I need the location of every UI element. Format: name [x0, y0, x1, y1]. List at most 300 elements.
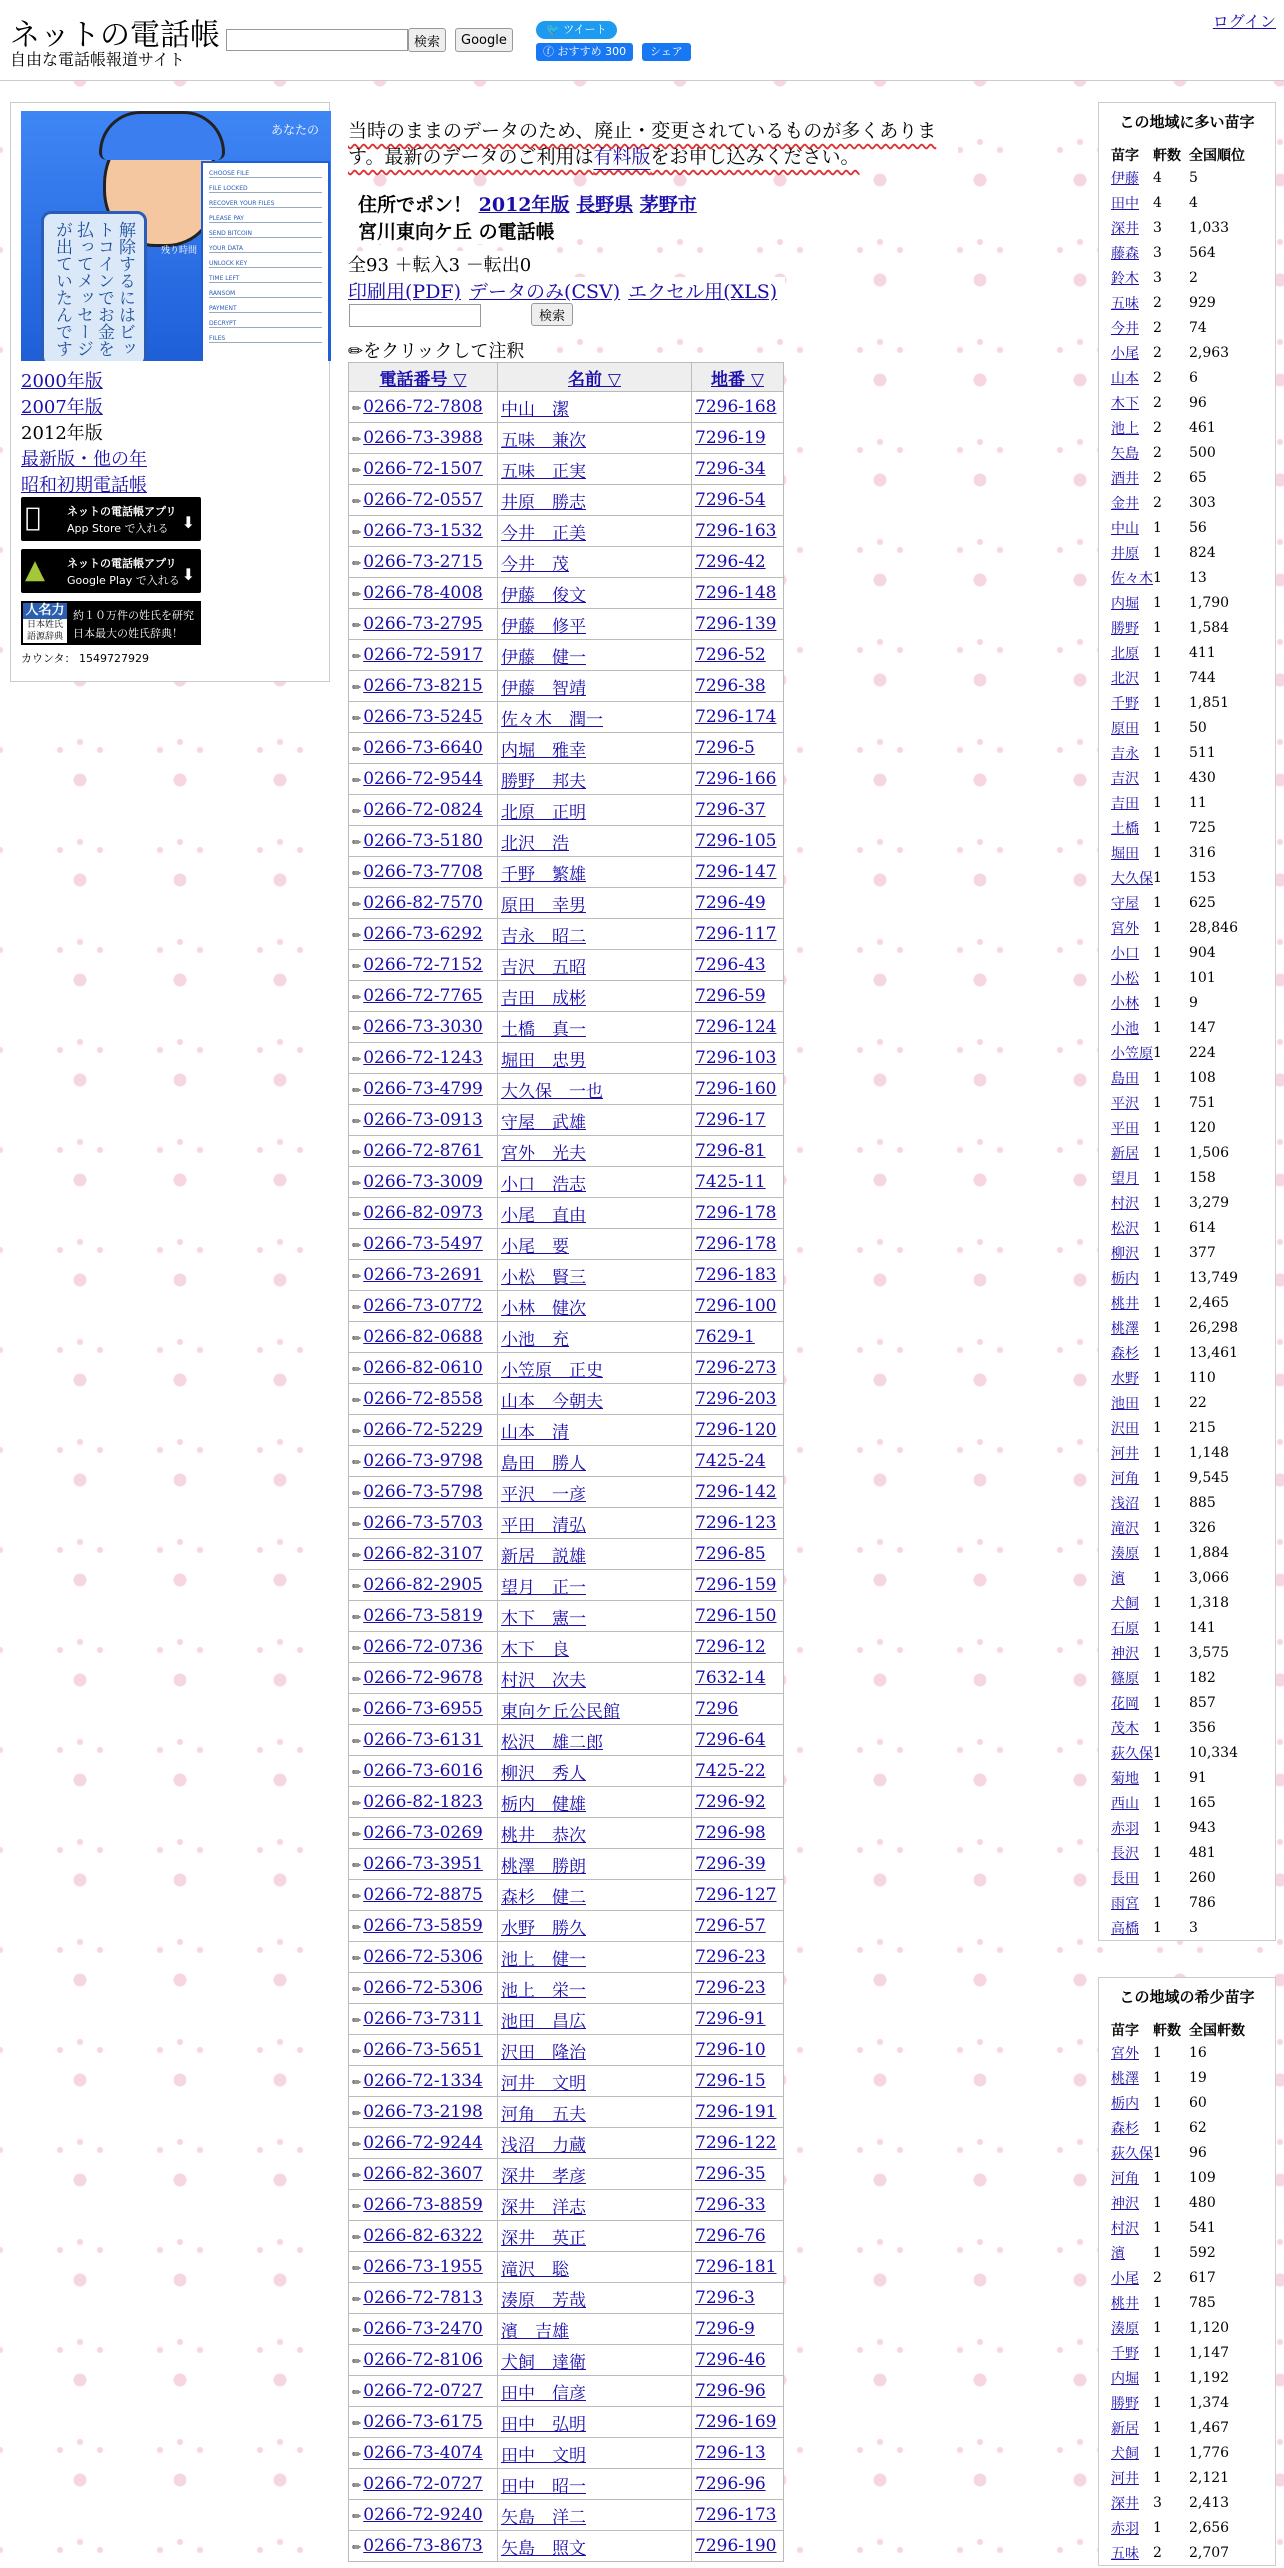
- surname-link[interactable]: 吉沢: [1111, 770, 1139, 787]
- surname-link[interactable]: 湊原: [1111, 1545, 1139, 1562]
- name-link[interactable]: 千野 繁雄: [501, 864, 586, 885]
- pencil-icon[interactable]: ✏: [352, 2200, 362, 2213]
- lot-number-link[interactable]: 7296-178: [695, 1234, 777, 1254]
- phone-number-link[interactable]: 0266-73-2795: [363, 614, 483, 634]
- surname-link[interactable]: 堀田: [1111, 845, 1139, 862]
- phone-number-link[interactable]: 0266-72-5306: [363, 1978, 483, 1998]
- phone-number-link[interactable]: 0266-73-3988: [363, 428, 483, 448]
- phone-number-link[interactable]: 0266-72-7152: [363, 955, 483, 975]
- pencil-icon[interactable]: ✏: [352, 1394, 362, 1407]
- surname-link[interactable]: 高橋: [1111, 1920, 1139, 1937]
- lot-number-link[interactable]: 7629-1: [695, 1327, 755, 1347]
- pencil-icon[interactable]: ✏: [352, 867, 362, 880]
- pencil-icon[interactable]: ✏: [352, 1518, 362, 1531]
- name-link[interactable]: 五味 兼次: [501, 430, 586, 451]
- lot-number-link[interactable]: 7296-160: [695, 1079, 777, 1099]
- surname-link[interactable]: 平沢: [1111, 1095, 1139, 1112]
- surname-link[interactable]: 森杉: [1111, 2120, 1139, 2137]
- phone-number-link[interactable]: 0266-72-8875: [363, 1885, 483, 1905]
- surname-link[interactable]: 望月: [1111, 1170, 1139, 1187]
- phone-number-link[interactable]: 0266-72-5229: [363, 1420, 483, 1440]
- lot-number-link[interactable]: 7296-169: [695, 2412, 777, 2432]
- pencil-icon[interactable]: ✏: [352, 1332, 362, 1345]
- phone-number-link[interactable]: 0266-73-6955: [363, 1699, 483, 1719]
- surname-link[interactable]: 桃井: [1111, 1295, 1139, 1312]
- name-link[interactable]: 小尾 直由: [501, 1205, 586, 1226]
- pencil-icon[interactable]: ✏: [352, 588, 362, 601]
- pencil-icon[interactable]: ✏: [352, 464, 362, 477]
- pencil-icon[interactable]: ✏: [352, 1797, 362, 1810]
- prefecture-link[interactable]: 長野県: [576, 194, 634, 216]
- csv-download-link[interactable]: データのみ(CSV): [469, 281, 621, 303]
- name-link[interactable]: 矢島 照文: [501, 2538, 586, 2559]
- pencil-icon[interactable]: ✏: [352, 1580, 362, 1593]
- lot-number-link[interactable]: 7296-96: [695, 2381, 766, 2401]
- lot-number-link[interactable]: 7296: [695, 1699, 739, 1719]
- year-link-4[interactable]: 昭和初期電話帳: [21, 475, 147, 496]
- surname-link[interactable]: 池上: [1111, 420, 1139, 437]
- surname-link[interactable]: 松沢: [1111, 1220, 1139, 1237]
- phone-number-link[interactable]: 0266-73-3030: [363, 1017, 483, 1037]
- name-link[interactable]: 田中 文明: [501, 2445, 586, 2466]
- phone-number-link[interactable]: 0266-72-9678: [363, 1668, 483, 1688]
- lot-number-link[interactable]: 7425-24: [695, 1451, 766, 1471]
- name-link[interactable]: 平田 清弘: [501, 1515, 586, 1536]
- phone-number-link[interactable]: 0266-73-6175: [363, 2412, 483, 2432]
- name-link[interactable]: 伊藤 修平: [501, 616, 586, 637]
- name-link[interactable]: 伊藤 俊文: [501, 585, 586, 606]
- lot-number-link[interactable]: 7296-168: [695, 397, 777, 417]
- surname-link[interactable]: 勝野: [1111, 620, 1139, 637]
- lot-number-link[interactable]: 7296-163: [695, 521, 777, 541]
- surname-link[interactable]: 栃内: [1111, 1270, 1139, 1287]
- google-search-button[interactable]: Google: [455, 28, 513, 52]
- phone-number-link[interactable]: 0266-73-5497: [363, 1234, 483, 1254]
- surname-link[interactable]: 石原: [1111, 1620, 1139, 1637]
- surname-link[interactable]: 五味: [1111, 295, 1139, 312]
- lot-number-link[interactable]: 7296-76: [695, 2226, 766, 2246]
- surname-link[interactable]: 吉田: [1111, 795, 1139, 812]
- name-link[interactable]: 平沢 一彦: [501, 1484, 586, 1505]
- site-title[interactable]: ネットの電話帳: [10, 18, 220, 53]
- name-link[interactable]: 内堀 雅幸: [501, 740, 586, 761]
- pencil-icon[interactable]: ✏: [352, 402, 362, 415]
- search-button[interactable]: 検索: [408, 28, 446, 52]
- phone-number-link[interactable]: 0266-82-0973: [363, 1203, 483, 1223]
- name-link[interactable]: 今井 正美: [501, 523, 586, 544]
- surname-link[interactable]: 中山: [1111, 520, 1139, 537]
- phone-number-link[interactable]: 0266-72-1507: [363, 459, 483, 479]
- pencil-icon[interactable]: ✏: [352, 2448, 362, 2461]
- surname-link[interactable]: 西山: [1111, 1795, 1139, 1812]
- surname-link[interactable]: 森杉: [1111, 1345, 1139, 1362]
- lot-number-link[interactable]: 7296-178: [695, 1203, 777, 1223]
- column-header-name[interactable]: [498, 363, 692, 392]
- lot-number-link[interactable]: 7296-203: [695, 1389, 777, 1409]
- phone-number-link[interactable]: 0266-72-0727: [363, 2474, 483, 2494]
- lot-number-link[interactable]: 7296-123: [695, 1513, 777, 1533]
- surname-link[interactable]: 平田: [1111, 1120, 1139, 1137]
- lot-number-link[interactable]: 7296-5: [695, 738, 755, 758]
- surname-link[interactable]: 柳沢: [1111, 1245, 1139, 1262]
- lot-number-link[interactable]: 7296-12: [695, 1637, 766, 1657]
- lot-number-link[interactable]: 7296-13: [695, 2443, 766, 2463]
- lot-number-link[interactable]: 7296-148: [695, 583, 777, 603]
- surname-link[interactable]: 池田: [1111, 1395, 1139, 1412]
- google-play-badge[interactable]: [21, 549, 201, 593]
- directory-search-input[interactable]: [349, 304, 481, 327]
- surname-link[interactable]: 浅沼: [1111, 1495, 1139, 1512]
- name-link[interactable]: 北原 正明: [501, 802, 586, 823]
- pencil-icon[interactable]: ✏: [352, 1363, 362, 1376]
- name-link[interactable]: 小尾 要: [501, 1236, 569, 1257]
- pencil-icon[interactable]: ✏: [352, 1239, 362, 1252]
- surname-link[interactable]: 千野: [1111, 2345, 1139, 2362]
- phone-number-link[interactable]: 0266-73-4074: [363, 2443, 483, 2463]
- phone-number-link[interactable]: 0266-82-1823: [363, 1792, 483, 1812]
- name-link[interactable]: 山本 今朝夫: [501, 1391, 603, 1412]
- surname-link[interactable]: 小尾: [1111, 345, 1139, 362]
- name-link[interactable]: 伊藤 智靖: [501, 678, 586, 699]
- year-link-0[interactable]: 2000年版: [21, 371, 103, 392]
- lot-number-link[interactable]: 7296-54: [695, 490, 766, 510]
- name-link[interactable]: 濱 吉雄: [501, 2321, 569, 2342]
- name-link[interactable]: 望月 正一: [501, 1577, 586, 1598]
- pencil-icon[interactable]: ✏: [352, 1952, 362, 1965]
- phone-number-link[interactable]: 0266-73-0772: [363, 1296, 483, 1316]
- phone-number-link[interactable]: 0266-73-5180: [363, 831, 483, 851]
- tweet-button[interactable]: [536, 21, 617, 39]
- pencil-icon[interactable]: ✏: [352, 1828, 362, 1841]
- phone-number-link[interactable]: 0266-82-0610: [363, 1358, 483, 1378]
- surname-link[interactable]: 今井: [1111, 320, 1139, 337]
- phone-number-link[interactable]: 0266-82-3607: [363, 2164, 483, 2184]
- lot-number-link[interactable]: 7296-59: [695, 986, 766, 1006]
- surname-link[interactable]: 島田: [1111, 1070, 1139, 1087]
- lot-number-link[interactable]: 7296-35: [695, 2164, 766, 2184]
- phone-number-link[interactable]: 0266-72-1243: [363, 1048, 483, 1068]
- lot-number-link[interactable]: 7296-23: [695, 1947, 766, 1967]
- lot-number-link[interactable]: 7296-39: [695, 1854, 766, 1874]
- surname-link[interactable]: 土橋: [1111, 820, 1139, 837]
- lot-number-link[interactable]: 7296-103: [695, 1048, 777, 1068]
- pencil-icon[interactable]: ✏: [352, 619, 362, 632]
- name-link[interactable]: 沢田 隆治: [501, 2042, 586, 2063]
- sort-name-link[interactable]: 名前 ▽: [568, 369, 621, 390]
- lot-number-link[interactable]: 7296-159: [695, 1575, 777, 1595]
- pencil-icon[interactable]: ✏: [352, 1487, 362, 1500]
- lot-number-link[interactable]: 7296-33: [695, 2195, 766, 2215]
- lot-number-link[interactable]: 7296-174: [695, 707, 777, 727]
- surname-link[interactable]: 菊地: [1111, 1770, 1139, 1787]
- column-header-phone[interactable]: [349, 363, 498, 392]
- surname-link[interactable]: 篠原: [1111, 1670, 1139, 1687]
- lot-number-link[interactable]: 7296-92: [695, 1792, 766, 1812]
- name-link[interactable]: 湊原 芳哉: [501, 2290, 586, 2311]
- phone-number-link[interactable]: 0266-73-4799: [363, 1079, 483, 1099]
- pencil-icon[interactable]: ✏: [352, 2014, 362, 2027]
- phone-number-link[interactable]: 0266-72-1334: [363, 2071, 483, 2091]
- surname-link[interactable]: 小笠原: [1111, 1045, 1153, 1062]
- lot-number-link[interactable]: 7296-117: [695, 924, 777, 944]
- name-link[interactable]: 吉沢 五昭: [501, 957, 586, 978]
- pencil-icon[interactable]: ✏: [352, 2169, 362, 2182]
- pencil-icon[interactable]: ✏: [352, 2045, 362, 2058]
- surname-link[interactable]: 北原: [1111, 645, 1139, 662]
- lot-number-link[interactable]: 7296-23: [695, 1978, 766, 1998]
- name-link[interactable]: 桃井 恭次: [501, 1825, 586, 1846]
- pencil-icon[interactable]: ✏: [352, 2510, 362, 2523]
- surname-link[interactable]: 吉永: [1111, 745, 1139, 762]
- name-link[interactable]: 小松 賢三: [501, 1267, 586, 1288]
- surname-link[interactable]: 佐々木: [1111, 570, 1153, 587]
- surname-link[interactable]: 小口: [1111, 945, 1139, 962]
- lot-number-link[interactable]: 7296-85: [695, 1544, 766, 1564]
- surname-link[interactable]: 村沢: [1111, 1195, 1139, 1212]
- surname-link[interactable]: 五味: [1111, 2545, 1139, 2562]
- surname-link[interactable]: 勝野: [1111, 2395, 1139, 2412]
- surname-link[interactable]: 山本: [1111, 370, 1139, 387]
- pencil-icon[interactable]: ✏: [352, 1611, 362, 1624]
- jinmei-dictionary-banner[interactable]: [21, 601, 201, 645]
- name-link[interactable]: 松沢 雄二郎: [501, 1732, 603, 1753]
- lot-number-link[interactable]: 7296-34: [695, 459, 766, 479]
- pencil-icon[interactable]: ✏: [352, 743, 362, 756]
- surname-link[interactable]: 内堀: [1111, 2370, 1139, 2387]
- phone-number-link[interactable]: 0266-73-3009: [363, 1172, 483, 1192]
- surname-link[interactable]: 大久保: [1111, 870, 1153, 887]
- name-link[interactable]: 栃内 健雄: [501, 1794, 586, 1815]
- pencil-icon[interactable]: ✏: [352, 2293, 362, 2306]
- surname-link[interactable]: 栃内: [1111, 2095, 1139, 2112]
- surname-link[interactable]: 原田: [1111, 720, 1139, 737]
- login-link[interactable]: ログイン: [1212, 12, 1276, 31]
- phone-number-link[interactable]: 0266-73-8215: [363, 676, 483, 696]
- surname-link[interactable]: 犬飼: [1111, 1595, 1139, 1612]
- lot-number-link[interactable]: 7296-98: [695, 1823, 766, 1843]
- surname-link[interactable]: 酒井: [1111, 470, 1139, 487]
- phone-number-link[interactable]: 0266-73-6640: [363, 738, 483, 758]
- name-link[interactable]: 水野 勝久: [501, 1918, 586, 1939]
- name-link[interactable]: 勝野 邦夫: [501, 771, 586, 792]
- name-link[interactable]: 柳沢 秀人: [501, 1763, 586, 1784]
- phone-number-link[interactable]: 0266-72-8558: [363, 1389, 483, 1409]
- lot-number-link[interactable]: 7296-181: [695, 2257, 777, 2277]
- phone-number-link[interactable]: 0266-72-9544: [363, 769, 483, 789]
- advertisement-banner[interactable]: [21, 111, 331, 361]
- name-link[interactable]: 桃澤 勝朗: [501, 1856, 586, 1877]
- surname-link[interactable]: 滝沢: [1111, 1520, 1139, 1537]
- surname-link[interactable]: 犬飼: [1111, 2445, 1139, 2462]
- name-link[interactable]: 田中 昭一: [501, 2476, 586, 2497]
- pencil-icon[interactable]: ✏: [352, 1146, 362, 1159]
- lot-number-link[interactable]: 7296-9: [695, 2319, 755, 2339]
- lot-number-link[interactable]: 7296-142: [695, 1482, 777, 1502]
- phone-number-link[interactable]: 0266-73-6016: [363, 1761, 483, 1781]
- phone-number-link[interactable]: 0266-73-6131: [363, 1730, 483, 1750]
- lot-number-link[interactable]: 7296-120: [695, 1420, 777, 1440]
- pencil-icon[interactable]: ✏: [352, 1983, 362, 1996]
- lot-number-link[interactable]: 7296-127: [695, 1885, 777, 1905]
- pencil-icon[interactable]: ✏: [352, 836, 362, 849]
- phone-number-link[interactable]: 0266-82-2905: [363, 1575, 483, 1595]
- surname-link[interactable]: 新居: [1111, 2420, 1139, 2437]
- name-link[interactable]: 池田 昌広: [501, 2011, 586, 2032]
- name-link[interactable]: 犬飼 達衛: [501, 2352, 586, 2373]
- phone-number-link[interactable]: 0266-82-6322: [363, 2226, 483, 2246]
- name-link[interactable]: 小口 浩志: [501, 1174, 586, 1195]
- pencil-icon[interactable]: ✏: [352, 2479, 362, 2492]
- name-link[interactable]: 守屋 武雄: [501, 1112, 586, 1133]
- name-link[interactable]: 新居 説雄: [501, 1546, 586, 1567]
- lot-number-link[interactable]: 7296-19: [695, 428, 766, 448]
- name-link[interactable]: 島田 勝人: [501, 1453, 586, 1474]
- year-link[interactable]: 2012年版: [478, 194, 570, 216]
- name-link[interactable]: 吉永 昭二: [501, 926, 586, 947]
- name-link[interactable]: 矢島 洋二: [501, 2507, 586, 2528]
- name-link[interactable]: 中山 潔: [501, 399, 569, 420]
- lot-number-link[interactable]: 7296-37: [695, 800, 766, 820]
- name-link[interactable]: 北沢 浩: [501, 833, 569, 854]
- lot-number-link[interactable]: 7296-91: [695, 2009, 766, 2029]
- phone-number-link[interactable]: 0266-82-7570: [363, 893, 483, 913]
- name-link[interactable]: 土橋 真一: [501, 1019, 586, 1040]
- pencil-icon[interactable]: ✏: [352, 929, 362, 942]
- name-link[interactable]: 佐々木 潤一: [501, 709, 603, 730]
- surname-link[interactable]: 桃井: [1111, 2295, 1139, 2312]
- pencil-icon[interactable]: ✏: [352, 2076, 362, 2089]
- pencil-icon[interactable]: ✏: [352, 1549, 362, 1562]
- pencil-icon[interactable]: ✏: [352, 1673, 362, 1686]
- lot-number-link[interactable]: 7296-42: [695, 552, 766, 572]
- pencil-icon[interactable]: ✏: [352, 1859, 362, 1872]
- name-link[interactable]: 堀田 忠男: [501, 1050, 586, 1071]
- name-link[interactable]: 東向ケ丘公民館: [501, 1701, 620, 1722]
- surname-link[interactable]: 長沢: [1111, 1845, 1139, 1862]
- surname-link[interactable]: 木下: [1111, 395, 1139, 412]
- surname-link[interactable]: 井原: [1111, 545, 1139, 562]
- surname-link[interactable]: 藤森: [1111, 245, 1139, 262]
- pencil-icon[interactable]: ✏: [352, 2324, 362, 2337]
- name-link[interactable]: 深井 孝彦: [501, 2166, 586, 2187]
- lot-number-link[interactable]: 7296-17: [695, 1110, 766, 1130]
- name-link[interactable]: 五味 正実: [501, 461, 586, 482]
- lot-number-link[interactable]: 7296-150: [695, 1606, 777, 1626]
- lot-number-link[interactable]: 7296-124: [695, 1017, 777, 1037]
- lot-number-link[interactable]: 7296-173: [695, 2505, 777, 2525]
- surname-link[interactable]: 深井: [1111, 2495, 1139, 2512]
- pencil-icon[interactable]: ✏: [352, 774, 362, 787]
- surname-link[interactable]: 村沢: [1111, 2220, 1139, 2237]
- name-link[interactable]: 宮外 光夫: [501, 1143, 586, 1164]
- surname-link[interactable]: 神沢: [1111, 2195, 1139, 2212]
- pencil-icon[interactable]: ✏: [352, 2107, 362, 2120]
- lot-number-link[interactable]: 7296-81: [695, 1141, 766, 1161]
- surname-link[interactable]: 桃澤: [1111, 2070, 1139, 2087]
- phone-number-link[interactable]: 0266-73-1955: [363, 2257, 483, 2277]
- surname-link[interactable]: 河井: [1111, 1445, 1139, 1462]
- phone-number-link[interactable]: 0266-72-0557: [363, 490, 483, 510]
- year-link-1[interactable]: 2007年版: [21, 397, 103, 418]
- phone-number-link[interactable]: 0266-73-5859: [363, 1916, 483, 1936]
- phone-number-link[interactable]: 0266-73-1532: [363, 521, 483, 541]
- name-link[interactable]: 浅沼 力蔵: [501, 2135, 586, 2156]
- pencil-icon[interactable]: ✏: [352, 1456, 362, 1469]
- column-header-lot[interactable]: [692, 363, 784, 392]
- directory-search-button[interactable]: 検索: [531, 303, 573, 326]
- surname-link[interactable]: 河井: [1111, 2470, 1139, 2487]
- phone-number-link[interactable]: 0266-82-3107: [363, 1544, 483, 1564]
- phone-number-link[interactable]: 0266-72-7808: [363, 397, 483, 417]
- surname-link[interactable]: 宮外: [1111, 920, 1139, 937]
- phone-number-link[interactable]: 0266-73-6292: [363, 924, 483, 944]
- pencil-icon[interactable]: ✏: [352, 1270, 362, 1283]
- phone-number-link[interactable]: 0266-73-2198: [363, 2102, 483, 2122]
- pencil-icon[interactable]: ✏: [352, 1084, 362, 1097]
- lot-number-link[interactable]: 7296-96: [695, 2474, 766, 2494]
- pencil-icon[interactable]: ✏: [352, 2138, 362, 2151]
- pencil-icon[interactable]: ✏: [352, 681, 362, 694]
- pencil-icon[interactable]: ✏: [352, 1177, 362, 1190]
- surname-link[interactable]: 花岡: [1111, 1695, 1139, 1712]
- pencil-icon[interactable]: ✏: [352, 960, 362, 973]
- phone-number-link[interactable]: 0266-72-5306: [363, 1947, 483, 1967]
- surname-link[interactable]: 河角: [1111, 1470, 1139, 1487]
- paid-version-link[interactable]: 有料版: [593, 146, 651, 168]
- lot-number-link[interactable]: 7296-3: [695, 2288, 755, 2308]
- name-link[interactable]: 滝沢 聡: [501, 2259, 569, 2280]
- name-link[interactable]: 井原 勝志: [501, 492, 586, 513]
- lot-number-link[interactable]: 7296-100: [695, 1296, 777, 1316]
- phone-number-link[interactable]: 0266-72-9244: [363, 2133, 483, 2153]
- pencil-icon[interactable]: ✏: [352, 2262, 362, 2275]
- name-link[interactable]: 田中 弘明: [501, 2414, 586, 2435]
- pencil-icon[interactable]: ✏: [352, 1053, 362, 1066]
- name-link[interactable]: 吉田 成彬: [501, 988, 586, 1009]
- pencil-icon[interactable]: ✏: [352, 1735, 362, 1748]
- sort-lot-link[interactable]: 地番 ▽: [711, 369, 764, 390]
- surname-link[interactable]: 赤羽: [1111, 2520, 1139, 2537]
- lot-number-link[interactable]: 7296-122: [695, 2133, 777, 2153]
- lot-number-link[interactable]: 7296-64: [695, 1730, 766, 1750]
- surname-link[interactable]: 濱: [1111, 2245, 1125, 2262]
- pencil-icon[interactable]: ✏: [352, 1115, 362, 1128]
- pencil-icon[interactable]: ✏: [352, 1022, 362, 1035]
- surname-link[interactable]: 小松: [1111, 970, 1139, 987]
- surname-link[interactable]: 沢田: [1111, 1420, 1139, 1437]
- name-link[interactable]: 木下 良: [501, 1639, 569, 1660]
- name-link[interactable]: 今井 茂: [501, 554, 569, 575]
- surname-link[interactable]: 千野: [1111, 695, 1139, 712]
- pencil-icon[interactable]: ✏: [352, 1766, 362, 1779]
- surname-link[interactable]: 荻久保: [1111, 1745, 1153, 1762]
- surname-link[interactable]: 小尾: [1111, 2270, 1139, 2287]
- surname-link[interactable]: 小林: [1111, 995, 1139, 1012]
- phone-number-link[interactable]: 0266-72-7813: [363, 2288, 483, 2308]
- name-link[interactable]: 伊藤 健一: [501, 647, 586, 668]
- lot-number-link[interactable]: 7296-190: [695, 2536, 777, 2556]
- surname-link[interactable]: 水野: [1111, 1370, 1139, 1387]
- phone-number-link[interactable]: 0266-73-8673: [363, 2536, 483, 2556]
- phone-number-link[interactable]: 0266-73-8859: [363, 2195, 483, 2215]
- surname-link[interactable]: 新居: [1111, 1145, 1139, 1162]
- name-link[interactable]: 小笠原 正史: [501, 1360, 603, 1381]
- pencil-icon[interactable]: ✏: [352, 2355, 362, 2368]
- pencil-icon[interactable]: ✏: [352, 1921, 362, 1934]
- surname-link[interactable]: 矢島: [1111, 445, 1139, 462]
- surname-link[interactable]: 伊藤: [1111, 170, 1139, 187]
- lot-number-link[interactable]: 7425-11: [695, 1172, 766, 1192]
